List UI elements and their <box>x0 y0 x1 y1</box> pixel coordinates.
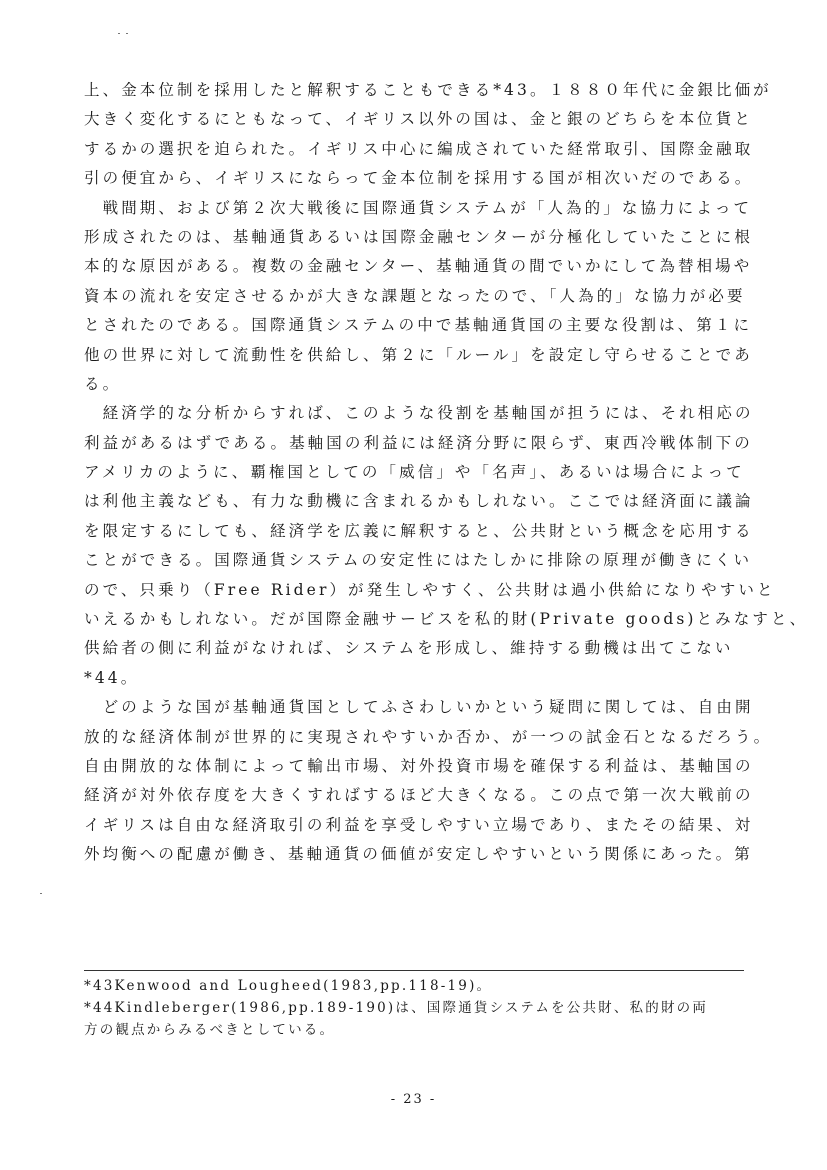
text-line: とされたのである。国際通貨システムの中で基軸通貨国の主要な役割は、第１に <box>84 316 753 335</box>
page-number: - 23 - <box>390 1092 437 1107</box>
footnote-divider <box>84 970 744 971</box>
text-line: ことができる。国際通貨システムの安定性にはたしかに排除の原理が働きにくい <box>84 551 753 570</box>
text-line: 資本の流れを安定させるかが大きな課題となったので、「人為的」な協力が必要 <box>84 286 746 305</box>
text-line: 経済学的な分析からすれば、このような役割を基軸国が担うには、それ相応の <box>84 404 754 423</box>
text-line: 経済が対外依存度を大きくすればするほど大きくなる。この点で第一次大戦前の <box>84 786 754 805</box>
footnotes <box>84 975 764 1041</box>
text-line: するかの選択を迫られた。イギリス中心に編成されていた経常取引、国際金融取 <box>84 139 754 158</box>
text-line: 戦間期、および第２次大戦後に国際通貨システムが「人為的」な協力によって <box>84 198 753 217</box>
scan-artifact <box>118 33 120 34</box>
text-line: 本的な原因がある。複数の金融センター、基軸通貨の間でいかにして為替相場や <box>84 257 753 276</box>
text-line: アメリカのように、覇権国としての「威信」や「名声」、あるいは場合によって <box>84 463 745 482</box>
text-line: 自由開放的な体制によって輸出市場、対外投資市場を確保する利益は、基軸国の <box>84 756 754 775</box>
text-line: 他の世界に対して流動性を供給し、第２に「ルール」を設定し守らせることであ <box>84 345 753 364</box>
text-line: どのような国が基軸通貨国としてふさわしいかという疑問に関しては、自由開 <box>84 698 754 717</box>
footnote-line: *44Kindleberger(1986,pp.189-190)は、国際通貨システムを公共財、私的財の両 <box>84 1000 709 1016</box>
text-line: いえるかもしれない。だが国際金融サービスを私的財(Private goods)とみなすと、 <box>84 610 809 629</box>
text-line: 形成されたのは、基軸通貨あるいは国際金融センターが分極化していたことに根 <box>84 227 753 246</box>
text-line: 放的な経済体制が世界的に実現されやすいか否か、が一つの試金石となるだろう。 <box>84 727 773 746</box>
text-line: 外均衡への配慮が働き、基軸通貨の価値が安定しやすいという関係にあった。第 <box>84 845 753 864</box>
scan-artifact <box>126 33 128 34</box>
text-line: 供給者の側に利益がなければ、システムを形成し、維持する動機は出てこない <box>84 639 734 658</box>
text-line: を限定するにしても、経済学を広義に解釈すると、公共財という概念を応用する <box>84 521 754 540</box>
text-line: ので、只乗り（Free Rider）が発生しやすく、公共財は過小供給になりやすいと <box>84 580 776 599</box>
text-line: は利他主義なども、有力な動機に含まれるかもしれない。ここでは経済面に議論 <box>84 492 754 511</box>
text-line: 大きく変化するにともなって、イギリス以外の国は、金と銀のどちらを本位貨と <box>84 110 753 129</box>
text-line: 利益があるはずである。基軸国の利益には経済分野に限らず、東西冷戦体制下の <box>84 433 753 452</box>
footnote-line: 方の観点からみるべきとしている。 <box>84 1022 336 1038</box>
text-line: る。 <box>84 374 122 393</box>
text-line: 引の便宜から、イギリスにならって金本位制を採用する国が相次いだのである。 <box>84 169 754 188</box>
text-line: 上、金本位制を採用したと解釈することもできる*43。１８８０年代に金銀比価が <box>84 81 772 99</box>
body-text <box>84 76 809 870</box>
scan-artifact <box>40 893 42 894</box>
footnote-line: *43Kenwood and Lougheed(1983,pp.118-19)。 <box>84 978 493 994</box>
text-line: *44。 <box>84 668 140 687</box>
text-line: イギリスは自由な経済取引の利益を享受しやすい立場であり、またその結果、対 <box>84 815 754 834</box>
